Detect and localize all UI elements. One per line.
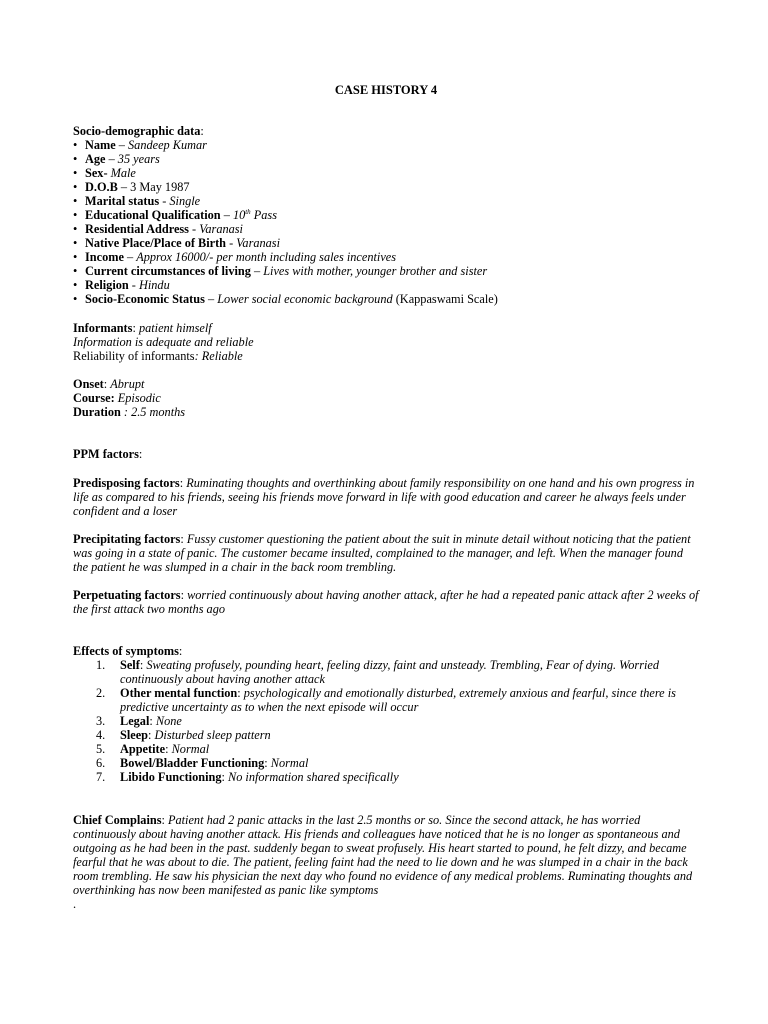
effects-label: Effects of symptoms	[73, 644, 179, 658]
item-text: Normal	[171, 742, 210, 756]
socio-list	[73, 138, 699, 306]
ppm-colon: :	[138, 447, 143, 461]
list-item	[73, 152, 699, 166]
precipitating-text: Fussy customer questioning the patient about the suit in minute detail without noticing that the patient was going in a state of panic. The customer became insulted, complained to the manager, and left. When the manager found the patient he was slumped in a chair in the back room trembling.	[73, 532, 691, 574]
item-number: 1.	[96, 658, 106, 672]
predisposing-section: Predisposing factors: Ruminating thoughts and overthinking about family responsibility on one hand and his own progress in life as compared to his friends, seeing his friends move forward in life with good education and career he always feels under confident and a loser	[73, 476, 695, 518]
item-label: Marital status	[85, 194, 160, 208]
item-sep: -	[226, 236, 237, 250]
edu-tail: Pass	[250, 208, 277, 222]
item-sep: –	[250, 264, 264, 278]
item-value: Lives with mother, younger brother and sister	[263, 264, 488, 278]
item-label: D.O.B	[85, 180, 118, 194]
item-sep: -	[159, 194, 170, 208]
item-text: No information shared specifically	[228, 770, 399, 784]
list-item	[73, 250, 699, 264]
item-label: Self	[120, 658, 140, 672]
list-item	[73, 194, 699, 208]
item-number: 2.	[96, 686, 106, 700]
effects-heading	[73, 644, 699, 658]
perpetuating-section: Perpetuating factors: worried continuously about having another attack, after he had a repeated panic attack after 2 weeks of the first attack two months ago	[73, 588, 699, 616]
item-value: Varanasi	[199, 222, 243, 236]
item-value: 3 May 1987	[130, 180, 190, 194]
item-number: 3.	[96, 714, 106, 728]
reliability-line	[73, 349, 699, 363]
informants-value: patient himself	[138, 321, 212, 335]
effects-colon: :	[178, 644, 183, 658]
onset-section	[73, 377, 699, 419]
item-sep: –	[123, 250, 137, 264]
item-text: Sweating profusely, pounding heart, feeling dizzy, faint and unsteady. Trembling, Fear of dying. Worried continuously about having another attack	[120, 658, 660, 686]
item-label: Religion	[85, 278, 129, 292]
item-label: Legal	[120, 714, 150, 728]
item-text: psychologically and emotionally disturbed, extremely anxious and fearful, since there is predictive uncertainty as to when the next episode will occur	[120, 686, 676, 714]
socio-heading-label: Socio-demographic data	[73, 124, 201, 138]
item-value: Lower social economic background	[217, 292, 393, 306]
ppm-label: PPM factors	[73, 447, 139, 461]
item-value: Approx 16000/- per month including sales incentives	[136, 250, 397, 264]
item-text: Normal	[270, 756, 309, 770]
item-value: Sandeep Kumar	[128, 138, 207, 152]
item-value: Single	[169, 194, 201, 208]
item-label: Educational Qualification	[85, 208, 221, 222]
item-value: Varanasi	[236, 236, 281, 250]
information-text: Information is adequate and reliable	[73, 335, 254, 349]
list-item	[73, 278, 699, 292]
list-item	[73, 208, 699, 222]
item-label: Current circumstances of living	[85, 264, 251, 278]
item-label: Socio-Economic Status	[85, 292, 205, 306]
item-label: Age	[85, 152, 106, 166]
course-value: Episodic	[117, 391, 161, 405]
item-sep: –	[115, 138, 129, 152]
item-sep: –	[220, 208, 233, 222]
item-label: Name	[85, 138, 116, 152]
list-item	[73, 222, 699, 236]
trailing-dot: .	[73, 897, 77, 911]
chief-label: Chief Complains	[73, 813, 162, 827]
onset-value: Abrupt	[110, 377, 145, 391]
item-text: Disturbed sleep pattern	[154, 728, 271, 742]
page-title: CASE HISTORY 4	[334, 83, 438, 97]
item-value: 35 years	[117, 152, 160, 166]
item-number: 7.	[96, 770, 106, 784]
list-item	[73, 180, 699, 194]
item-label: Native Place/Place of Birth	[85, 236, 227, 250]
reliability-value: : Reliable	[194, 349, 243, 363]
item-label: Sex-	[85, 166, 108, 180]
list-item	[73, 138, 699, 152]
chief-complaints-section: Chief Complains: Patient had 2 panic attacks in the last 2.5 months or so. Since the second attack, he has worried continuously about having another attack. His friends and colleagues have noticed that he is no longer as spontaneous and outgoing as he had been in the past. suddenly began to sweat profusely. His heart started to pound, he felt dizzy, and became fearful that he was about to die. The patient, feeling faint had the need to lie down and he was slumped in a chair in the back room trembling. He saw his physician the next day who found no evidence of any medical problems. Ruminating thoughts and overthinking has now been manifested as panic like symptoms .	[73, 813, 699, 911]
list-item	[73, 292, 699, 306]
list-item: 4. Sleep: Disturbed sleep pattern	[96, 728, 271, 742]
predisposing-label: Predisposing factors	[73, 476, 180, 490]
item-sep: –	[105, 152, 118, 166]
edu-superscript: th	[245, 208, 251, 216]
ppm-heading	[73, 447, 699, 461]
item-label: Appetite	[120, 742, 166, 756]
duration-label: Duration	[73, 405, 121, 419]
item-label: Residential Address	[85, 222, 189, 236]
item-extra: (Kappaswami Scale)	[392, 292, 498, 306]
informants-line: Informants: patient himself	[73, 321, 212, 335]
effects-list	[73, 658, 699, 784]
precipitating-label: Precipitating factors	[73, 532, 181, 546]
item-label: Sleep	[120, 728, 149, 742]
list-item: 2. Other mental function: psychologically and emotionally disturbed, extremely anxious and fearful, since there is predictive uncertainty as to when the next episode will occur	[96, 686, 676, 714]
edu-number: 10	[232, 208, 246, 222]
course-line	[73, 391, 699, 405]
course-label: Course:	[73, 391, 115, 405]
item-label: Income	[85, 250, 124, 264]
precipitating-section: Precipitating factors: Fussy customer questioning the patient about the suit in minute detail without noticing that the patient was going in a state of panic. The customer became insulted, complained to the manager, and left. When the manager found the patient he was slumped in a chair in the back room trembling.	[73, 532, 691, 574]
list-item	[73, 264, 699, 278]
predisposing-text: Ruminating thoughts and overthinking about family responsibility on one hand and his own progress in life as compared to his friends, seeing his friends move forward in life with good education and career he always feels under confident and a loser	[73, 476, 695, 518]
socio-heading	[73, 124, 699, 138]
list-item: 7. Libido Functioning: No information shared specifically	[96, 770, 399, 784]
informants-label: Informants	[73, 321, 133, 335]
duration-value: : 2.5 months	[123, 405, 186, 419]
item-number: 6.	[96, 756, 106, 770]
list-item	[73, 166, 699, 180]
list-item	[73, 236, 699, 250]
item-text: None	[155, 714, 182, 728]
item-number: 4.	[96, 728, 106, 742]
reliability-label: Reliability of informants	[73, 349, 195, 363]
list-item: 6. Bowel/Bladder Functioning: Normal	[96, 756, 309, 770]
effects-section	[73, 644, 699, 784]
onset-label: Onset	[73, 377, 104, 391]
onset-line: Onset: Abrupt	[73, 377, 145, 391]
duration-line	[73, 405, 699, 419]
item-sep: -	[128, 278, 139, 292]
perpetuating-label: Perpetuating factors	[73, 588, 181, 602]
item-sep: –	[204, 292, 218, 306]
information-line	[73, 335, 699, 349]
socio-demographic-section	[73, 124, 699, 306]
chief-text: Patient had 2 panic attacks in the last 2.5 months or so. Since the second attack, he has worried continuously about having another attack. His friends and colleagues have noticed that he is no longer as spontaneous and outgoing as he had been in the past. suddenly began to sweat profusely. His heart started to pound, he felt dizzy, and became fearful that he was about to die. The patient, feeling faint had the need to lie down and he was slumped in a chair in the back room trembling. He saw his physician the next day who found no evidence of any medical problems. Ruminating thoughts and overthinking has now been manifested as panic like symptoms	[73, 813, 693, 897]
item-label: Bowel/Bladder Functioning	[120, 756, 265, 770]
item-value: Male	[110, 166, 136, 180]
list-item: 3. Legal: None	[96, 714, 182, 728]
perpetuating-text: worried continuously about having another attack, after he had a repeated panic attack after 2 weeks of the first attack two months ago	[73, 588, 699, 616]
informants-section	[73, 321, 699, 363]
item-number: 5.	[96, 742, 106, 756]
item-value: Hindu	[138, 278, 170, 292]
item-label: Libido Functioning	[120, 770, 222, 784]
socio-heading-colon: :	[200, 124, 204, 138]
item-sep: -	[188, 222, 200, 236]
item-value	[233, 208, 277, 222]
item-sep: –	[117, 180, 131, 194]
list-item: 1. Self: Sweating profusely, pounding heart, feeling dizzy, faint and unsteady. Trembling, Fear of dying. Worried continuously about having another attack	[96, 658, 660, 686]
item-label: Other mental function	[120, 686, 238, 700]
list-item: 5. Appetite: Normal	[96, 742, 210, 756]
